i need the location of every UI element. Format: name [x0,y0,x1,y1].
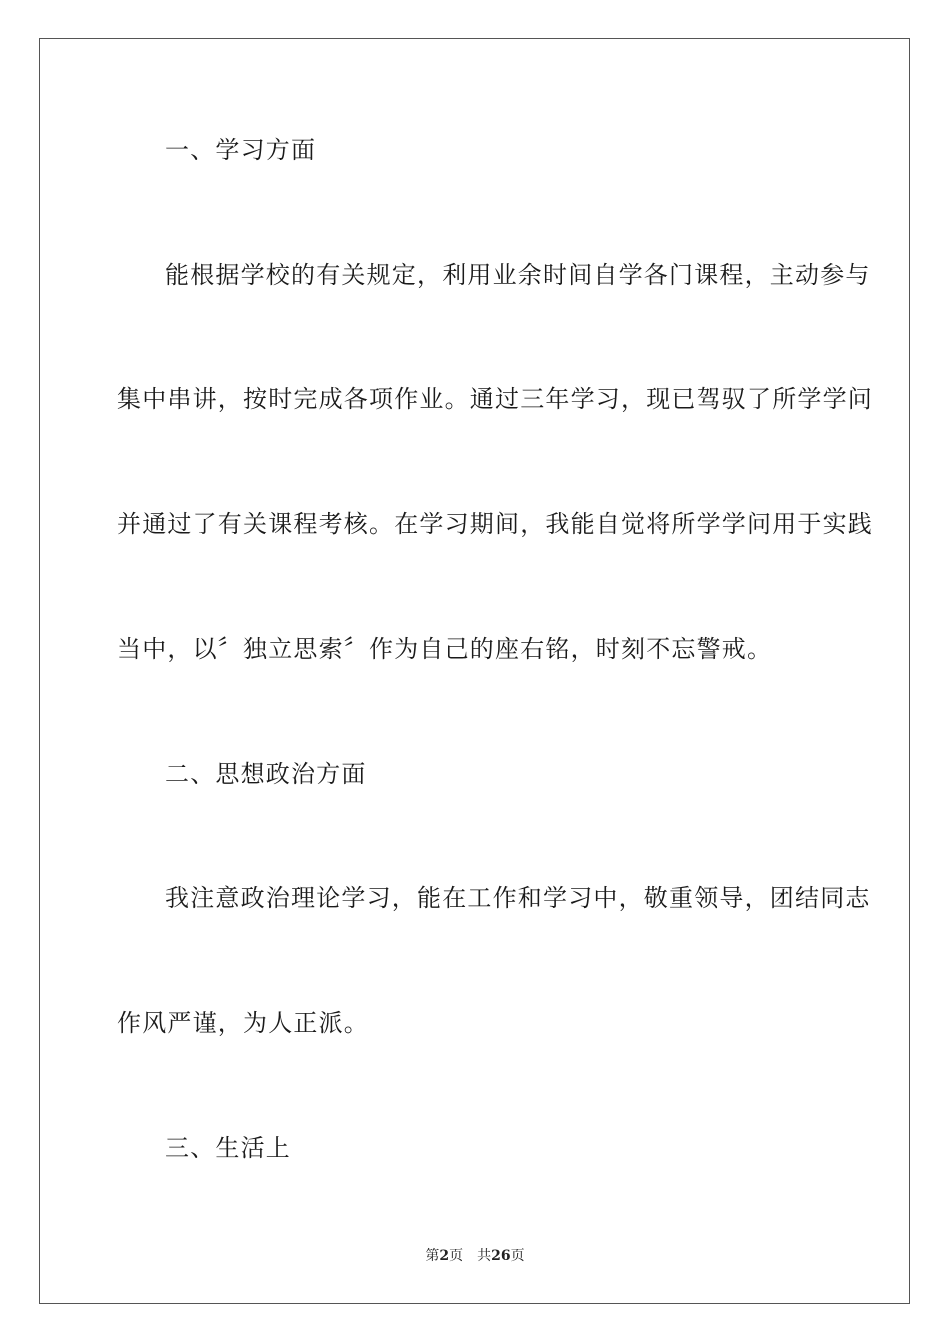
paragraph-line: 集中串讲，按时完成各项作业。通过三年学习，现已驾驭了所学学问 [117,385,873,413]
heading-politics: 二、思想政治方面 [165,760,367,788]
footer-page-prefix: 第 [425,1248,440,1264]
page-footer [0,1247,950,1265]
paragraph-line: 我注意政治理论学习，能在工作和学习中，敬重领导，团结同志 [165,884,871,912]
heading-study: 一、学习方面 [165,136,317,164]
footer-total-suffix: 页 [510,1248,525,1264]
paragraph-line: 当中，以〞独立思索〞作为自己的座右铭，时刻不忘警戒。 [117,635,773,663]
paragraph-line: 能根据学校的有关规定，利用业余时间自学各门课程，主动参与 [165,261,871,289]
footer-page-suffix: 页 [449,1248,464,1264]
paragraph-line: 作风严谨，为人正派。 [117,1009,369,1037]
paragraph-line: 并通过了有关课程考核。在学习期间，我能自觉将所学学问用于实践 [117,510,873,538]
footer-page-number: 2 [439,1248,450,1264]
page-border [39,38,910,1304]
footer-total-prefix: 共 [477,1248,492,1264]
heading-life: 三、生活上 [165,1134,291,1162]
footer-total-pages: 26 [491,1248,511,1264]
